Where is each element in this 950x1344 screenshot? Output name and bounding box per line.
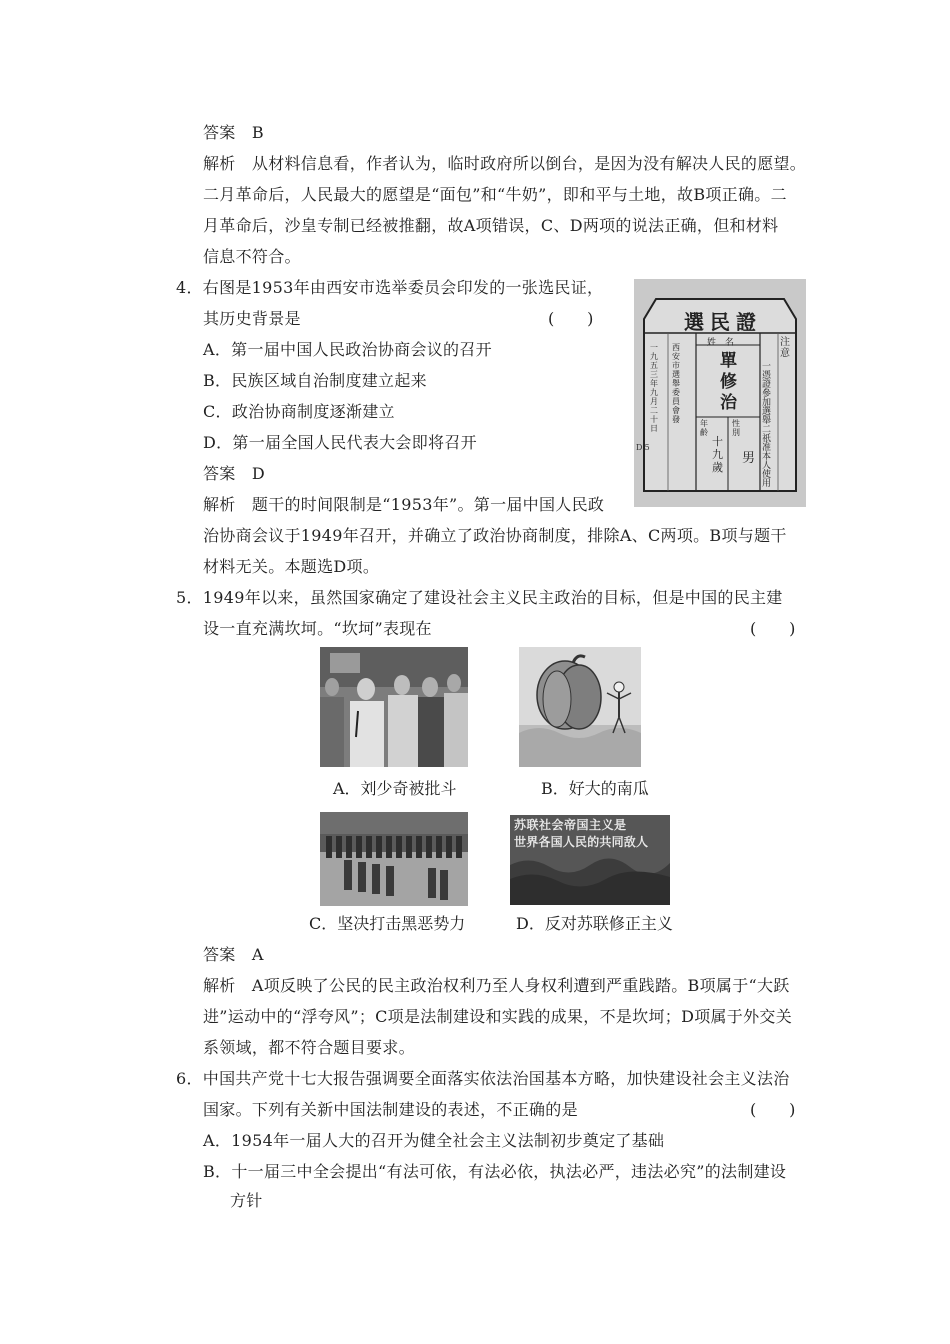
q3-analysis-line-1: 解析 从材料信息看，作者认为，临时政府所以倒台，是因为没有解决人民的愿望。 (203, 154, 807, 173)
q6-stem-line-1: 6．中国共产党十七大报告强调要全面落实依法治国基本方略，加快建设社会主义法治 (176, 1069, 790, 1088)
q6-option-a: A．1954年一届人大的召开为健全社会主义法制初步奠定了基础 (203, 1131, 665, 1150)
q6-option-b-continued: 方针 (230, 1191, 263, 1210)
q5-answer: 答案 A (203, 945, 264, 964)
q4-analysis-line-3: 材料无关。本题选D项。 (203, 557, 380, 576)
voter-card-sex-value: 男 (742, 451, 756, 466)
voter-card-name-value: 單修治 (720, 351, 737, 413)
photo-c (320, 812, 468, 906)
poster-line-2: 世界各国人民的共同敌人 (514, 835, 649, 849)
q5-analysis-line-2: 进”运动中的“浮夸风”；C项是法制建设和实践的成果，不是坎坷；D项属于外交关 (203, 1007, 793, 1026)
voter-card-note-head: 注意 (780, 337, 790, 359)
poster-line-1: 苏联社会帝国主义是 (514, 818, 627, 832)
photo-c-illustration (320, 812, 468, 906)
voter-card-mark: D.5 (636, 443, 650, 452)
q5-stem-line-2: 设一直充满坎坷。“坎坷”表现在 (203, 619, 432, 638)
voter-card-title: 選民證 (684, 310, 762, 334)
q4-answer: 答案 D (203, 464, 266, 483)
voter-card-date: 一九五三年九月二十日 (650, 343, 658, 433)
q5-analysis-line-3: 系领域，都不符合题目要求。 (203, 1038, 415, 1057)
q5-analysis-line-1: 解析 A项反映了公民的民主政治权利乃至人身权利遭到严重践踏。B项属于“大跃 (203, 976, 790, 995)
caption-b: B．好大的南瓜 (541, 779, 649, 798)
q4-option-a: A．第一届中国人民政治协商会议的召开 (203, 340, 492, 359)
photo-a-illustration (320, 647, 468, 767)
q3-analysis-line-3: 月革命后，沙皇专制已经被推翻，故A项错误，C、D两项的说法正确，但和材料 (203, 216, 779, 235)
voter-card-age-label: 年齡 (700, 419, 708, 437)
q4-stem-line-2: 其历史背景是 (203, 309, 301, 328)
photo-a (320, 647, 468, 767)
caption-c: C．坚决打击黑恶势力 (309, 914, 466, 933)
q4-option-d: D．第一届全国人民代表大会即将召开 (203, 433, 477, 452)
q3-analysis-line-4: 信息不符合。 (203, 247, 301, 266)
q4-answer-bracket: ( ) (548, 309, 594, 328)
voter-card-photo (634, 279, 806, 507)
voter-card-issuer: 西安市選舉委員會發 (672, 343, 680, 424)
voter-card-sex-label: 性別 (732, 419, 740, 437)
q4-analysis-line-2: 治协商会议于1949年召开，并确立了政治协商制度，排除A、C两项。B项与题干 (203, 526, 787, 545)
q3-analysis-line-2: 二月革命后，人民最大的愿望是“面包”和“牛奶”，即和平与土地，故B项正确。二 (203, 185, 787, 204)
photo-d (510, 815, 670, 905)
q6-option-b: B．十一届三中全会提出“有法可依，有法必依，执法必严，违法必究”的法制建设 (203, 1162, 787, 1181)
caption-a: A．刘少奇被批斗 (333, 779, 457, 798)
voter-card-name-head: 姓 名 (707, 338, 735, 348)
photo-b (519, 647, 641, 767)
q5-answer-bracket: ( ) (750, 619, 796, 638)
q4-analysis-line-1: 解析 题干的时间限制是“1953年”。第一届中国人民政 (203, 495, 605, 514)
q3-answer: 答案 B (203, 123, 264, 142)
q4-option-c: C．政治协商制度逐渐建立 (203, 402, 395, 421)
q6-answer-bracket: ( ) (750, 1100, 796, 1119)
photo-b-illustration (519, 647, 641, 767)
voter-card-notes: 一憑證參加選舉 二祇准本人使用 (762, 362, 781, 489)
q5-stem-line-1: 5．1949年以来，虽然国家确定了建设社会主义民主政治的目标，但是中国的民主建 (176, 588, 783, 607)
q4-stem-line-1: 4．右图是1953年由西安市选举委员会印发的一张选民证， (176, 278, 604, 297)
caption-d: D．反对苏联修正主义 (516, 914, 673, 933)
q6-stem-line-2: 国家。下列有关新中国法制建设的表述，不正确的是 (203, 1100, 578, 1119)
voter-card-age-value: 十九歲 (712, 435, 723, 474)
q4-option-b: B．民族区域自治制度建立起来 (203, 371, 427, 390)
